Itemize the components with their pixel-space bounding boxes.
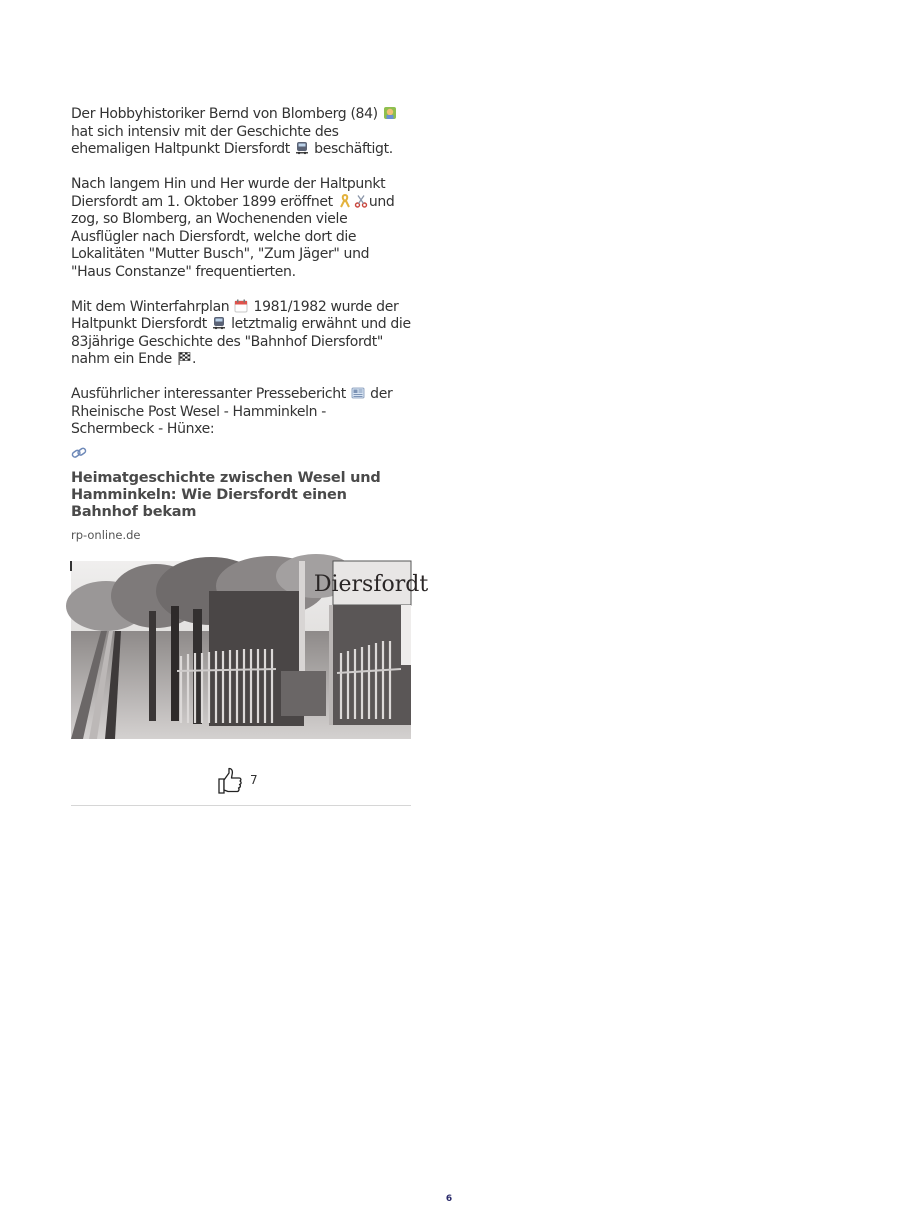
paragraph-3-text-d: .: [192, 351, 197, 367]
paragraph-1-text-a: Der Hobbyhistoriker Bernd von Blomberg (84): [71, 106, 378, 122]
link-preview-card[interactable]: [71, 470, 429, 739]
divider: [71, 805, 411, 806]
link-preview-title[interactable]: Heimatgeschichte zwischen Wesel und Hamminkeln: Wie Diersfordt einen Bahnhof bekam: [71, 470, 381, 520]
paragraph-3: [71, 299, 411, 369]
paragraph-4: [71, 386, 411, 439]
paragraph-1: [71, 106, 411, 159]
chequered-flag-emoji-icon: [177, 351, 191, 365]
newspaper-emoji-icon: [351, 386, 365, 400]
reaction-bar: [71, 763, 411, 803]
paragraph-3-text-c: letztmalig erwähnt und die 83jährige Geschichte des "Bahnhof Diersfordt" nahm ein Ende: [71, 316, 411, 367]
paragraph-2-text-a: Nach langem Hin und Her wurde der Haltpunkt Diersfordt am 1. Oktober 1899 eröffnet: [71, 176, 386, 210]
railway-car-emoji-icon: [212, 316, 226, 330]
station-sign-text: Diersfordt: [313, 572, 429, 597]
calendar-emoji-icon: [234, 299, 248, 313]
thumbs-up-icon[interactable]: [217, 767, 243, 795]
railway-car-emoji-icon: [295, 141, 309, 155]
link-preview-domain: rp-online.de: [71, 528, 141, 542]
page-number: 6: [445, 1194, 453, 1204]
paragraph-2: [71, 176, 411, 281]
scissors-emoji-icon: [354, 194, 368, 208]
old-man-emoji-icon: [383, 106, 397, 120]
paragraph-4-text-b: der Rheinische Post Wesel - Hamminkeln - Schermbeck - Hünxe:: [71, 386, 393, 437]
reminder-ribbon-emoji-icon: [338, 194, 352, 208]
paragraph-3-text-b: 1981/1982 wurde der Haltpunkt Diersfordt: [71, 298, 399, 332]
link-preview-image[interactable]: [71, 561, 429, 739]
paragraph-3-text-a: Mit dem Winterfahrplan: [71, 298, 230, 315]
paragraph-1-text-c: beschäftigt.: [314, 141, 393, 157]
paragraph-4-text-a: Ausführlicher interessanter Pressebericht: [71, 386, 346, 402]
paragraph-2-text-b: und zog, so Blomberg, an Wochenenden viele Ausflügler nach Diersfordt, welche dort die Lokalitäten "Mutter Busch", "Zum Jäger" und "Haus Constanze" frequentierten.: [71, 193, 395, 280]
paragraph-1-text-b: hat sich intensiv mit der Geschichte des ehemaligen Haltpunkt Diersfordt: [71, 123, 339, 157]
link-line[interactable]: [71, 443, 411, 463]
post: [71, 106, 429, 803]
like-count: 7: [250, 773, 258, 787]
link-icon[interactable]: [71, 446, 87, 460]
